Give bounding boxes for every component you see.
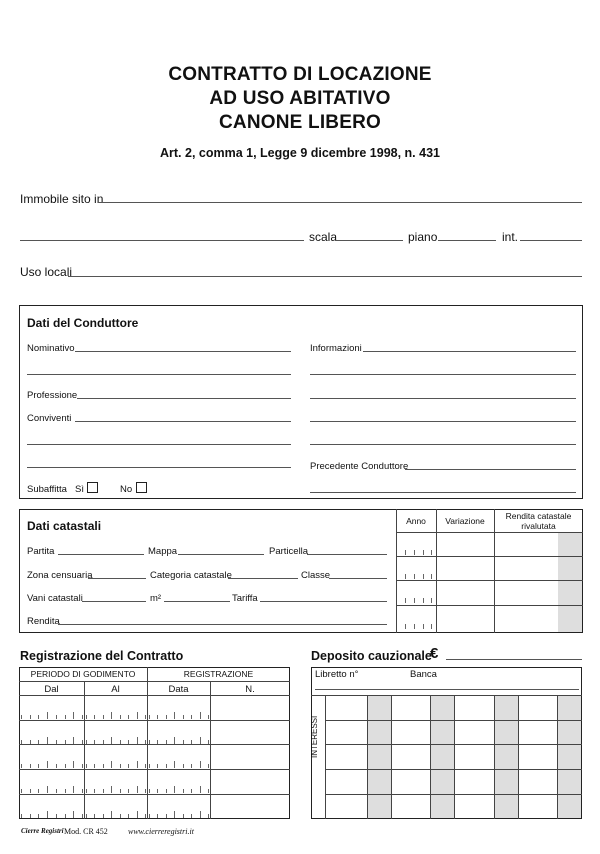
date-tick [56, 789, 57, 793]
date-tick [65, 814, 66, 818]
conduttore-title: Dati del Conduttore [27, 316, 139, 330]
date-tick [137, 811, 138, 818]
rendita-label: Rendita [27, 616, 60, 627]
deposito-row-line [325, 769, 582, 770]
anno-header: Anno [406, 516, 426, 526]
date-tick [174, 761, 175, 768]
date-tick [111, 737, 112, 744]
date-tick [38, 789, 39, 793]
conviventi-field-3[interactable] [27, 467, 291, 468]
date-tick [73, 786, 74, 793]
reg-row-line [19, 744, 290, 745]
date-tick [149, 740, 150, 744]
date-tick [65, 740, 66, 744]
reg-col-line-1 [84, 681, 85, 819]
date-tick [208, 764, 209, 768]
anno-tick [423, 624, 424, 629]
anno-tick [405, 574, 406, 579]
reg-row-line [19, 794, 290, 795]
date-tick [103, 764, 104, 768]
precedente-field[interactable] [405, 469, 576, 470]
informazioni-field-2[interactable] [310, 374, 576, 375]
date-tick [157, 740, 158, 744]
anno-tick [423, 598, 424, 603]
si-checkbox[interactable] [87, 482, 98, 493]
date-tick [86, 764, 87, 768]
cat-col-line-1 [396, 509, 397, 633]
data-header: Data [168, 684, 189, 695]
anno-tick [414, 598, 415, 603]
date-tick [86, 789, 87, 793]
vani-field[interactable] [82, 601, 146, 602]
reg-row-line [19, 720, 290, 721]
cat-row-line-1 [396, 556, 583, 557]
zona-field[interactable] [88, 578, 146, 579]
date-tick [120, 764, 121, 768]
date-tick [47, 786, 48, 793]
date-tick [208, 715, 209, 719]
date-tick [65, 715, 66, 719]
banca-label: Banca [410, 669, 437, 680]
precedente-field-2[interactable] [310, 492, 576, 493]
zona-label: Zona censuaria [27, 570, 93, 581]
date-tick [137, 761, 138, 768]
date-tick [94, 764, 95, 768]
anno-tick [405, 550, 406, 555]
date-tick [111, 712, 112, 719]
precedente-label: Precedente Conduttore [310, 461, 409, 472]
deposito-row-line [325, 744, 582, 745]
date-tick [191, 764, 192, 768]
registrazione-title: Registrazione del Contratto [20, 649, 184, 663]
date-tick [30, 814, 31, 818]
deposito-col-line [494, 695, 495, 819]
date-tick [145, 715, 146, 719]
date-tick [103, 814, 104, 818]
euro-symbol: € [430, 645, 439, 662]
categoria-field[interactable] [228, 578, 298, 579]
date-tick [94, 715, 95, 719]
tariffa-label: Tariffa [232, 593, 258, 604]
anno-tick [414, 574, 415, 579]
date-tick [166, 715, 167, 719]
date-tick [103, 740, 104, 744]
scala-field[interactable] [335, 240, 403, 241]
date-tick [38, 764, 39, 768]
date-tick [208, 740, 209, 744]
date-tick [103, 715, 104, 719]
deposito-col-line [430, 695, 431, 819]
nominativo-field-2[interactable] [27, 374, 291, 375]
mod-code: Mod. CR 452 [64, 827, 108, 836]
date-tick [149, 764, 150, 768]
variazione-header: Variazione [445, 516, 485, 526]
informazioni-field[interactable] [363, 351, 576, 352]
anno-tick [431, 550, 432, 555]
title-line-3: CANONE LIBERO [219, 112, 381, 133]
interessi-label: INTERESSI [310, 715, 319, 758]
deposito-shade [494, 695, 518, 818]
subaffitta-label: Subaffitta [27, 484, 67, 495]
anno-tick [405, 624, 406, 629]
rendita-field[interactable] [58, 624, 387, 625]
deposito-col-line [325, 695, 326, 819]
uso-label: Uso locali [20, 265, 73, 279]
anno-tick [405, 598, 406, 603]
date-tick [38, 715, 39, 719]
mappa-field[interactable] [178, 554, 264, 555]
date-tick [82, 764, 83, 768]
professione-label: Professione [27, 390, 78, 401]
date-tick [120, 740, 121, 744]
anno-tick [423, 574, 424, 579]
periodo-header: PERIODO DI GODIMENTO [30, 669, 136, 679]
reg-col-line-2 [147, 667, 148, 819]
date-tick [137, 786, 138, 793]
date-tick [21, 740, 22, 744]
anno-tick [414, 550, 415, 555]
anno-tick [431, 624, 432, 629]
cierre-logo: Cierre Registri [21, 827, 64, 835]
date-tick [56, 715, 57, 719]
cat-row-line-3 [396, 605, 583, 606]
conviventi-field-2[interactable] [27, 444, 291, 445]
website-url: www.cierreregistri.it [128, 827, 194, 836]
piano-field[interactable] [438, 240, 496, 241]
date-tick [47, 761, 48, 768]
date-tick [47, 737, 48, 744]
reg-header-line-2 [19, 695, 290, 696]
al-header: Al [111, 684, 120, 695]
date-tick [111, 811, 112, 818]
date-tick [137, 712, 138, 719]
libretto-field[interactable] [315, 689, 579, 690]
date-tick [73, 811, 74, 818]
date-tick [200, 786, 201, 793]
date-tick [149, 715, 150, 719]
date-tick [174, 786, 175, 793]
date-tick [73, 712, 74, 719]
deposito-shade [557, 695, 581, 818]
immobile-field[interactable] [98, 202, 582, 203]
rendita-shade [558, 532, 582, 632]
date-tick [82, 740, 83, 744]
date-tick [73, 737, 74, 744]
deposito-col-line [391, 695, 392, 819]
deposito-row-line [325, 720, 582, 721]
date-tick [183, 789, 184, 793]
date-tick [145, 814, 146, 818]
professione-field[interactable] [77, 398, 291, 399]
date-tick [56, 814, 57, 818]
date-tick [128, 764, 129, 768]
date-tick [174, 737, 175, 744]
conviventi-label: Conviventi [27, 413, 72, 424]
title-line-2: AD USO ABITATIVO [209, 88, 391, 109]
law-subtitle: Art. 2, comma 1, Legge 9 dicembre 1998, n. 431 [160, 146, 440, 160]
no-checkbox[interactable] [136, 482, 147, 493]
date-tick [120, 789, 121, 793]
deposito-row-line [311, 695, 582, 696]
conviventi-field[interactable] [75, 421, 291, 422]
title-line-1: CONTRATTO DI LOCAZIONE [168, 64, 432, 85]
date-tick [120, 814, 121, 818]
date-tick [73, 761, 74, 768]
date-tick [21, 814, 22, 818]
informazioni-label: Informazioni [310, 343, 362, 354]
date-tick [200, 761, 201, 768]
piano-label: piano [408, 230, 438, 244]
date-tick [30, 740, 31, 744]
date-tick [145, 789, 146, 793]
date-tick [86, 740, 87, 744]
date-tick [145, 740, 146, 744]
date-tick [82, 814, 83, 818]
date-tick [94, 740, 95, 744]
date-tick [166, 789, 167, 793]
anno-tick [431, 598, 432, 603]
date-tick [103, 789, 104, 793]
registrazione-header: REGISTRAZIONE [183, 669, 254, 679]
date-tick [174, 712, 175, 719]
date-tick [86, 715, 87, 719]
date-tick [21, 789, 22, 793]
date-tick [183, 814, 184, 818]
libretto-label: Libretto n° [315, 669, 359, 680]
date-tick [191, 740, 192, 744]
date-tick [86, 814, 87, 818]
date-tick [157, 814, 158, 818]
partita-field[interactable] [58, 554, 144, 555]
date-tick [30, 715, 31, 719]
deposito-shade [367, 695, 391, 818]
int-label: int. [502, 230, 519, 244]
date-tick [30, 764, 31, 768]
date-tick [137, 737, 138, 744]
si-label: Sì [75, 484, 84, 495]
informazioni-field-3[interactable] [310, 398, 576, 399]
date-tick [47, 811, 48, 818]
date-tick [128, 814, 129, 818]
date-tick [21, 764, 22, 768]
date-tick [82, 789, 83, 793]
nominativo-label: Nominativo [27, 343, 75, 354]
deposito-col-line [367, 695, 368, 819]
anno-tick [414, 624, 415, 629]
tariffa-field[interactable] [260, 601, 387, 602]
particella-label: Particella [269, 546, 309, 557]
uso-field[interactable] [68, 276, 582, 277]
date-tick [145, 764, 146, 768]
date-tick [183, 740, 184, 744]
date-tick [111, 786, 112, 793]
date-tick [128, 789, 129, 793]
informazioni-field-5[interactable] [310, 444, 576, 445]
date-tick [21, 715, 22, 719]
deposito-col-line [454, 695, 455, 819]
date-tick [94, 789, 95, 793]
date-tick [166, 740, 167, 744]
date-tick [157, 789, 158, 793]
deposito-col-line [557, 695, 558, 819]
date-tick [111, 761, 112, 768]
dal-header: Dal [44, 684, 59, 695]
deposito-col-line [518, 695, 519, 819]
classe-label: Classe [301, 570, 331, 581]
date-tick [191, 814, 192, 818]
date-tick [30, 789, 31, 793]
date-tick [191, 789, 192, 793]
date-tick [38, 740, 39, 744]
date-tick [208, 789, 209, 793]
date-tick [120, 715, 121, 719]
anno-tick [423, 550, 424, 555]
int-field[interactable] [520, 240, 582, 241]
mq-field[interactable] [164, 601, 230, 602]
classe-field[interactable] [329, 578, 387, 579]
n-header: N. [245, 684, 255, 695]
anno-tick [431, 574, 432, 579]
scala-label: scala [309, 230, 338, 244]
no-label: No [120, 484, 133, 495]
date-tick [149, 814, 150, 818]
deposito-title: Deposito cauzionale [311, 649, 432, 663]
deposito-shade [430, 695, 454, 818]
date-tick [128, 740, 129, 744]
address-field[interactable] [20, 240, 304, 241]
date-tick [128, 715, 129, 719]
date-tick [166, 764, 167, 768]
date-tick [65, 764, 66, 768]
cat-header-line [396, 532, 583, 533]
date-tick [56, 764, 57, 768]
date-tick [191, 715, 192, 719]
deposito-row-line [325, 794, 582, 795]
deposito-amount-field[interactable] [446, 659, 582, 660]
date-tick [149, 789, 150, 793]
cat-row-line-2 [396, 580, 583, 581]
date-tick [166, 814, 167, 818]
date-tick [38, 814, 39, 818]
nominativo-field[interactable] [75, 351, 291, 352]
mq-label: m² [150, 593, 162, 604]
date-tick [157, 715, 158, 719]
date-tick [183, 764, 184, 768]
date-tick [200, 712, 201, 719]
date-tick [174, 811, 175, 818]
categoria-label: Categoria catastale [150, 570, 232, 581]
date-tick [200, 737, 201, 744]
date-tick [47, 712, 48, 719]
date-tick [157, 764, 158, 768]
date-tick [208, 814, 209, 818]
date-tick [65, 789, 66, 793]
catastali-title: Dati catastali [27, 519, 102, 533]
reg-row-line [19, 769, 290, 770]
date-tick [94, 814, 95, 818]
rendita-header-1: Rendita catastale [505, 511, 572, 521]
reg-col-line-3 [210, 681, 211, 819]
date-tick [200, 811, 201, 818]
mappa-label: Mappa [148, 546, 178, 557]
informazioni-field-4[interactable] [310, 421, 576, 422]
date-tick [183, 715, 184, 719]
rendita-header-2: rivalutata [521, 521, 556, 531]
immobile-label: Immobile sito in [20, 192, 104, 206]
partita-label: Partita [27, 546, 55, 557]
vani-label: Vani catastali [27, 593, 83, 604]
reg-header-line-1 [19, 681, 290, 682]
cat-col-line-2 [436, 509, 437, 633]
particella-field[interactable] [307, 554, 387, 555]
date-tick [82, 715, 83, 719]
date-tick [56, 740, 57, 744]
